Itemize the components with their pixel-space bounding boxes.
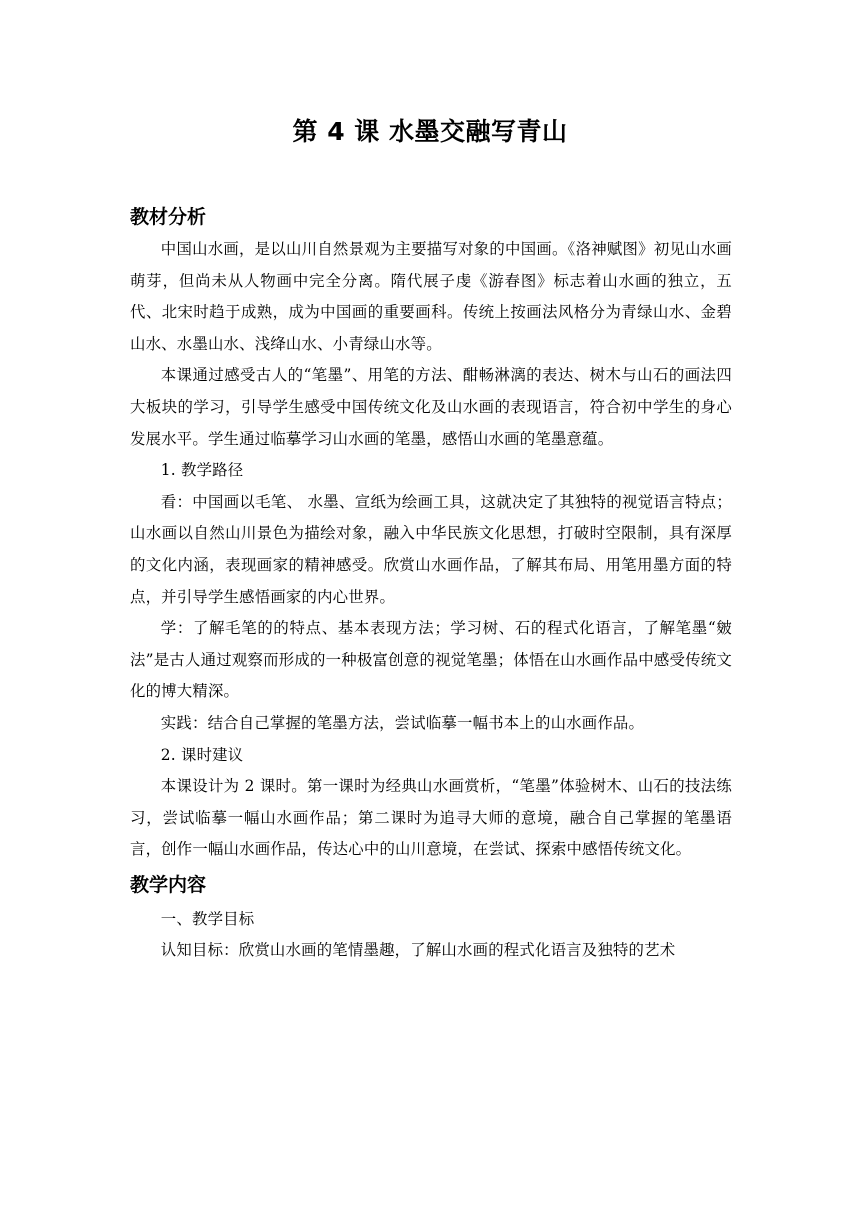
document-body xyxy=(130,202,732,967)
paragraph: 本课通过感受古人的“笔墨”、用笔的方法、酣畅淋漓的表达、树木与山石的画法四大板块的学习，引导学生感受中国传统文化及山水画的表现语言，符合初中学生的身心发展水平。学生通过临摹学习山水画的笔墨，感悟山水画的笔墨意蕴。 xyxy=(130,366,732,448)
list-heading-teaching-path: 1. 教学路径 xyxy=(160,461,244,480)
section-heading-teaching-content: 教学内容 xyxy=(130,873,207,896)
paragraph: 认知目标：欣赏山水画的笔情墨趣，了解山水画的程式化语言及独特的艺术 xyxy=(160,941,676,960)
section-heading-material-analysis: 教材分析 xyxy=(130,206,207,228)
paragraph: 中国山水画，是以山川自然景观为主要描写对象的中国画。《洛神赋图》初见山水画萌芽，但尚未从人物画中完全分离。隋代展子虔《游春图》标志着山水画的独立，五代、北宋时趋于成熟，成为中国画的重要画科。传统上按画法风格分为青绿山水、金碧山水、水墨山水、浅绛山水、小青绿山水等。 xyxy=(130,240,732,353)
paragraph: 本课设计为 2 课时。第一课时为经典山水画赏析，“笔墨”体验树木、山石的技法练习，尝试临摹一幅山水画作品；第二课时为追寻大师的意境，融合自己掌握的笔墨语言，创作一幅山水画作品，传达心中的山川意境，在尝试、探索中感悟传统文化。 xyxy=(130,777,732,859)
paragraph: 实践：结合自己掌握的笔墨方法，尝试临摹一幅书本上的山水画作品。 xyxy=(160,713,645,732)
paragraph: 学：了解毛笔的的特点、基本表现方法；学习树、石的程式化语言，了解笔墨“皴法”是古人通过观察而形成的一种极富创意的视觉笔墨；体悟在山水画作品中感受传统文化的博大精深。 xyxy=(130,619,732,701)
paragraph: 看：中国画以毛笔、 水墨、宣纸为绘画工具，这就决定了其独特的视觉语言特点；山水画以自然山川景色为描绘对象，融入中华民族文化思想，打破时空限制，具有深厚的文化内涵，表现画家的精神感受。欣赏山水画作品，了解其布局、用笔用墨方面的特点，并引导学生感悟画家的内心世界。 xyxy=(130,492,732,606)
document-title: 第 4 课 水墨交融写青山 xyxy=(292,117,568,146)
list-heading-teaching-goals: 一、教学目标 xyxy=(160,909,255,928)
list-heading-lesson-suggestion: 2. 课时建议 xyxy=(160,745,244,764)
